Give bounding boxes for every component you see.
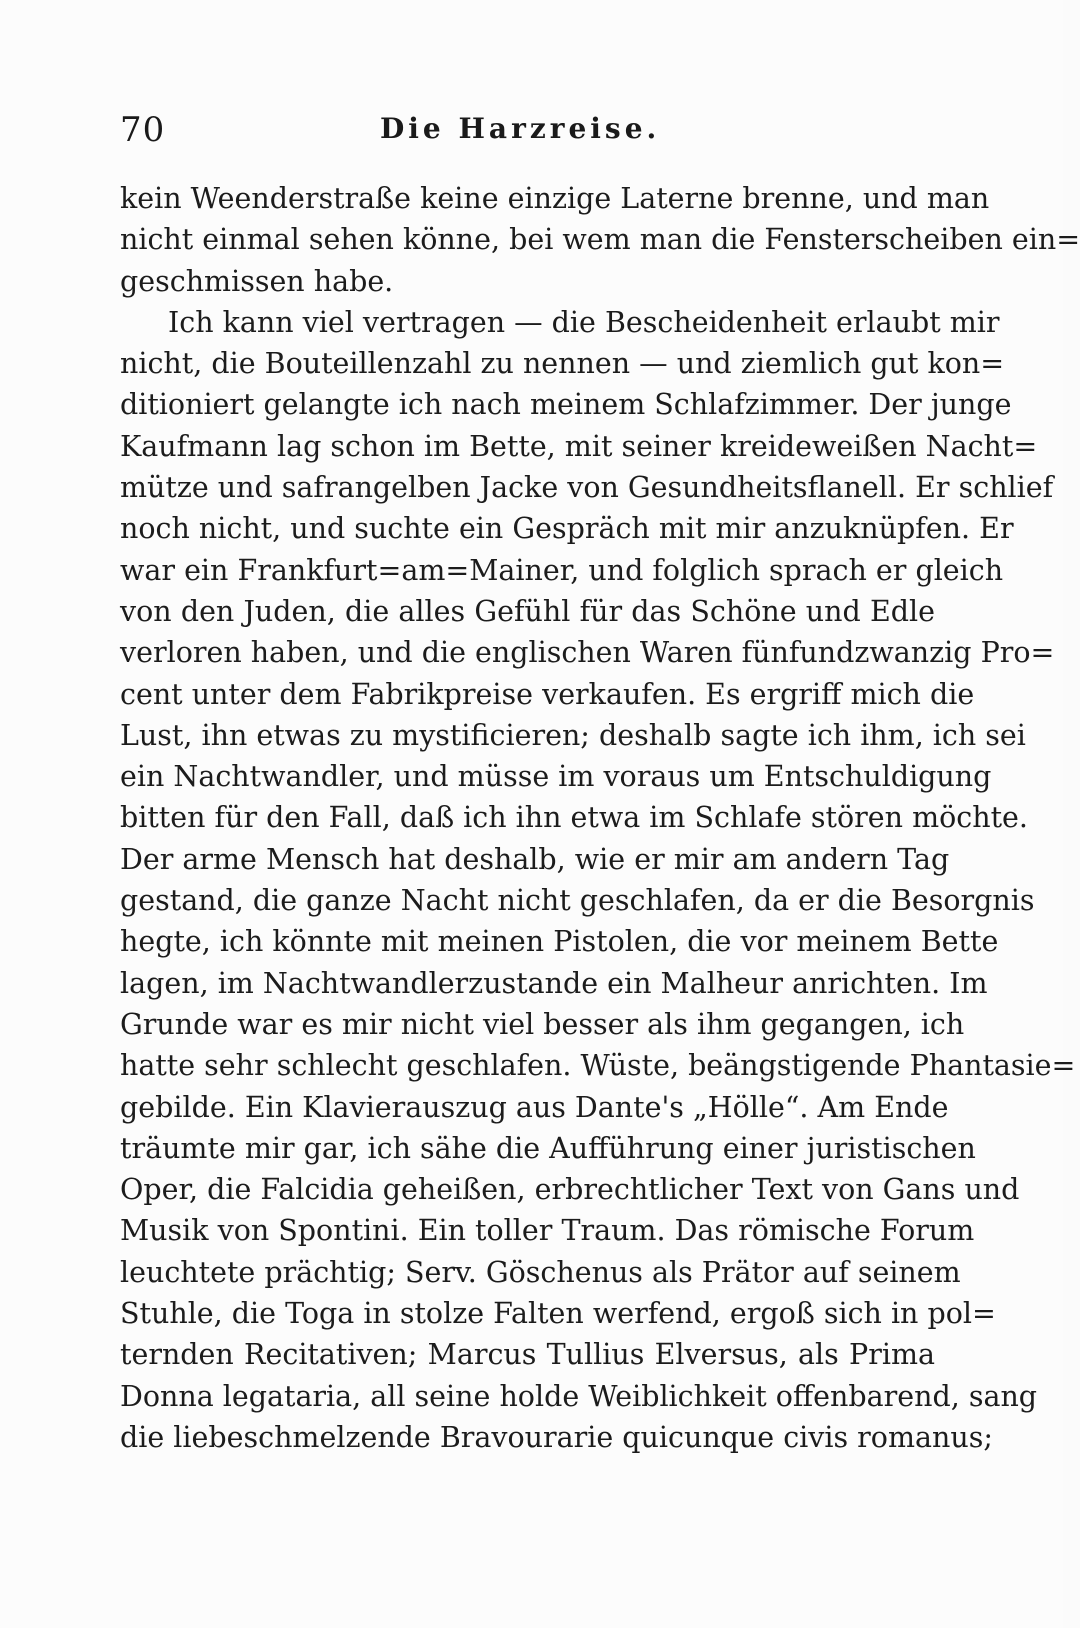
- text-line: Musik von Spontini. Ein toller Traum. Das römische Forum: [120, 1214, 975, 1248]
- text-line: von den Juden, die alles Gefühl für das Schöne und Edle: [120, 594, 935, 628]
- text-line: Grunde war es mir nicht viel besser als ihm gegangen, ich: [120, 1007, 965, 1041]
- text-line: verloren haben, und die englischen Waren fünfundzwanzig Pro=: [120, 636, 1055, 670]
- text-line: cent unter dem Fabrikpreise verkaufen. Es ergriff mich die: [120, 677, 975, 711]
- text-line: Ich kann viel vertragen — die Bescheidenheit erlaubt mir: [168, 305, 1000, 339]
- text-line: war ein Frankfurt=am=Mainer, und folglich sprach er gleich: [120, 553, 1004, 587]
- text-line: Kaufmann lag schon im Bette, mit seiner kreideweißen Nacht=: [120, 429, 1038, 463]
- text-line: Stuhle, die Toga in stolze Falten werfend, ergoß sich in pol=: [120, 1297, 996, 1331]
- text-line: mütze und safrangelben Jacke von Gesundheitsflanell. Er schlief: [120, 471, 1054, 505]
- page-header: [120, 110, 940, 160]
- body-text: [120, 178, 1080, 1458]
- text-line: bitten für den Fall, daß ich ihn etwa im Schlafe stören möchte.: [120, 801, 1028, 835]
- text-line: hatte sehr schlecht geschlafen. Wüste, beängstigende Phantasie=: [120, 1049, 1076, 1083]
- text-line: nicht, die Bouteillenzahl zu nennen — und ziemlich gut kon=: [120, 347, 1005, 381]
- text-line: gestand, die ganze Nacht nicht geschlafen, da er die Besorgnis: [120, 884, 1035, 918]
- text-line: noch nicht, und suchte ein Gespräch mit mir anzuknüpfen. Er: [120, 512, 1014, 546]
- text-line: Donna legataria, all seine holde Weiblichkeit offenbarend, sang: [120, 1379, 1038, 1413]
- text-line: ein Nachtwandler, und müsse im voraus um Entschuldigung: [120, 760, 992, 794]
- text-line: die liebeschmelzende Bravourarie quicunque civis romanus;: [120, 1420, 993, 1454]
- text-line: geschmissen habe.: [120, 264, 394, 298]
- text-line: Der arme Mensch hat deshalb, wie er mir am andern Tag: [120, 842, 950, 876]
- text-line: kein Weenderstraße keine einzige Laterne brenne, und man: [120, 182, 990, 215]
- text-line: gebilde. Ein Klavierauszug aus Dante's „Hölle“. Am Ende: [120, 1090, 949, 1124]
- text-line: Oper, die Falcidia geheißen, erbrechtlicher Text von Gans und: [120, 1173, 1020, 1207]
- text-line: hegte, ich könnte mit meinen Pistolen, die vor meinem Bette: [120, 925, 999, 959]
- text-line: lagen, im Nachtwandlerzustande ein Malheur anrichten. Im: [120, 966, 988, 1000]
- page-number: 70: [120, 110, 166, 150]
- text-line: ditioniert gelangte ich nach meinem Schlafzimmer. Der junge: [120, 388, 1012, 422]
- text-line: leuchtete prächtig; Serv. Göschenus als Prätor auf seinem: [120, 1255, 961, 1289]
- text-line: Lust, ihn etwas zu mystificieren; deshalb sagte ich ihm, ich sei: [120, 718, 1026, 752]
- running-title: Die Harzreise.: [380, 112, 661, 145]
- text-line: ternden Recitativen; Marcus Tullius Elversus, als Prima: [120, 1338, 935, 1372]
- text-line: träumte mir gar, ich sähe die Aufführung einer juristischen: [120, 1131, 976, 1165]
- text-line: nicht einmal sehen könne, bei wem man die Fensterscheiben ein=: [120, 223, 1080, 257]
